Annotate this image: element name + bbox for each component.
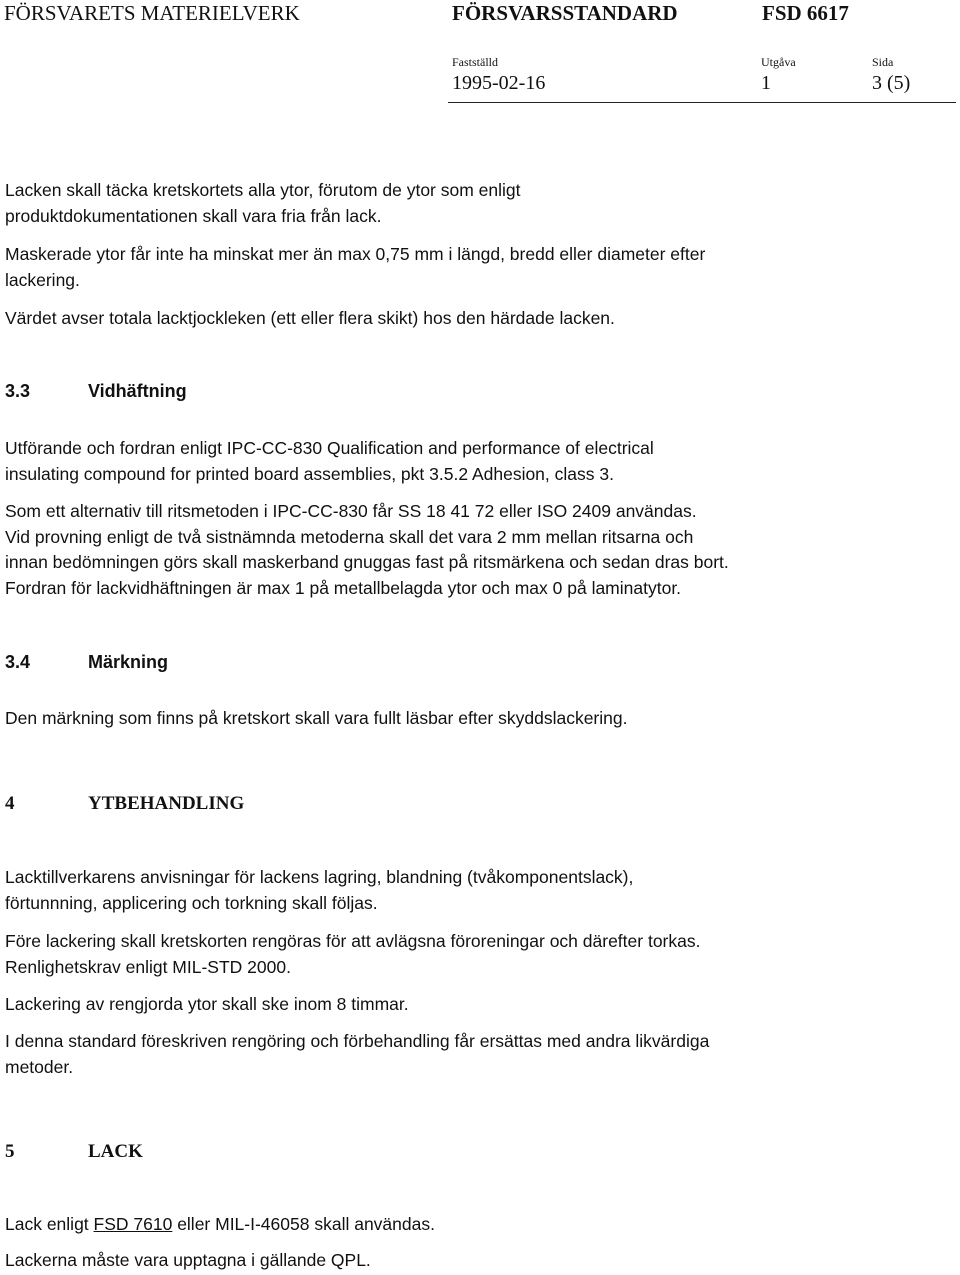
section-number: 3.3: [5, 381, 31, 401]
intro-paragraph-3: [5, 306, 935, 332]
document-header: [4, 0, 956, 28]
text-line: Som ett alternativ till ritsmetoden i IPC-CC-830 får SS 18 41 72 eller ISO 2409 användas.: [5, 501, 697, 521]
section-title: YTBEHANDLING: [88, 793, 245, 814]
text-line: Den märkning som finns på kretskort skall vara fullt läsbar efter skyddslackering.: [5, 708, 628, 728]
intro-paragraph-2: [5, 242, 935, 293]
text-line: [5, 1212, 935, 1238]
text-line: metoder.: [5, 1056, 74, 1077]
section-4-paragraph-2: [5, 929, 935, 980]
section-5-paragraph-2: [5, 1248, 935, 1274]
document-number: FSD 6617: [762, 1, 849, 25]
intro-paragraph-1: [5, 178, 935, 229]
section-5-paragraph-1: [5, 1212, 935, 1238]
fsd-7610-link[interactable]: FSD 7610: [93, 1214, 173, 1234]
header-labels: [4, 55, 956, 69]
text-line: Maskerade ytor får inte ha minskat mer än max 0,75 mm i längd, bredd eller diameter efter: [5, 244, 706, 264]
text-line: Utförande och fordran enligt IPC-CC-830 Qualification and performance of electrical: [5, 438, 654, 458]
text-line: Vid provning enligt de två sistnämnda metoderna skall det vara 2 mm mellan ritsarna och: [5, 526, 694, 547]
text-segment: Lack enligt: [5, 1214, 94, 1234]
page-number: 3 (5): [872, 72, 911, 94]
established-date: 1995-02-16: [452, 72, 546, 94]
edition-label: Utgåva: [761, 55, 796, 69]
section-number: 5: [5, 1141, 15, 1162]
text-line: Före lackering skall kretskorten rengöras för att avlägsna föroreningar och därefter torkas.: [5, 931, 701, 951]
text-line: Lackerna måste vara upptagna i gällande QPL.: [5, 1250, 371, 1270]
text-line: lackering.: [5, 269, 80, 290]
section-4-paragraph-4: [5, 1029, 935, 1080]
text-line: innan bedömningen görs skall maskerband gnuggas fast på ritsmärkena och sedan dras bort.: [5, 552, 729, 572]
header-divider: [448, 102, 956, 103]
section-title: Märkning: [88, 652, 169, 672]
section-3-4-paragraph-1: [5, 706, 935, 732]
text-line: Fordran för lackvidhäftningen är max 1 på metallbelagda ytor och max 0 på laminatytor.: [5, 577, 682, 598]
text-line: Lacken skall täcka kretskortets alla ytor, förutom de ytor som enligt: [5, 180, 521, 200]
section-title: LACK: [88, 1141, 143, 1162]
established-label: Fastställd: [452, 55, 499, 69]
section-4-paragraph-1: [5, 865, 935, 916]
document-type: FÖRSVARSSTANDARD: [452, 1, 678, 25]
section-3-3-paragraph-2: [5, 499, 935, 601]
text-line: insulating compound for printed board assemblies, pkt 3.5.2 Adhesion, class 3.: [5, 463, 614, 484]
section-number: 4: [5, 793, 15, 814]
text-segment: eller MIL-I-46058 skall användas.: [172, 1214, 435, 1234]
section-title: Vidhäftning: [88, 381, 187, 401]
text-line: förtunnning, applicering och torkning skall följas.: [5, 892, 378, 913]
header-values: [4, 71, 956, 97]
organization-name: FÖRSVARETS MATERIELVERK: [4, 1, 300, 25]
section-3-3-paragraph-1: [5, 436, 935, 487]
edition-number: 1: [761, 72, 771, 94]
text-line: I denna standard föreskriven rengöring och förbehandling får ersättas med andra likvärdiga: [5, 1031, 710, 1051]
text-line: Värdet avser totala lacktjockleken (ett eller flera skikt) hos den härdade lacken.: [5, 308, 615, 328]
text-line: Lackering av rengjorda ytor skall ske inom 8 timmar.: [5, 994, 409, 1014]
page-label: Sida: [872, 55, 894, 69]
section-4-paragraph-3: [5, 992, 935, 1018]
section-number: 3.4: [5, 652, 31, 672]
text-line: Lacktillverkarens anvisningar för lackens lagring, blandning (tvåkomponentslack),: [5, 867, 634, 887]
text-line: Renlighetskrav enligt MIL-STD 2000.: [5, 956, 291, 977]
text-line: produktdokumentationen skall vara fria från lack.: [5, 205, 382, 226]
